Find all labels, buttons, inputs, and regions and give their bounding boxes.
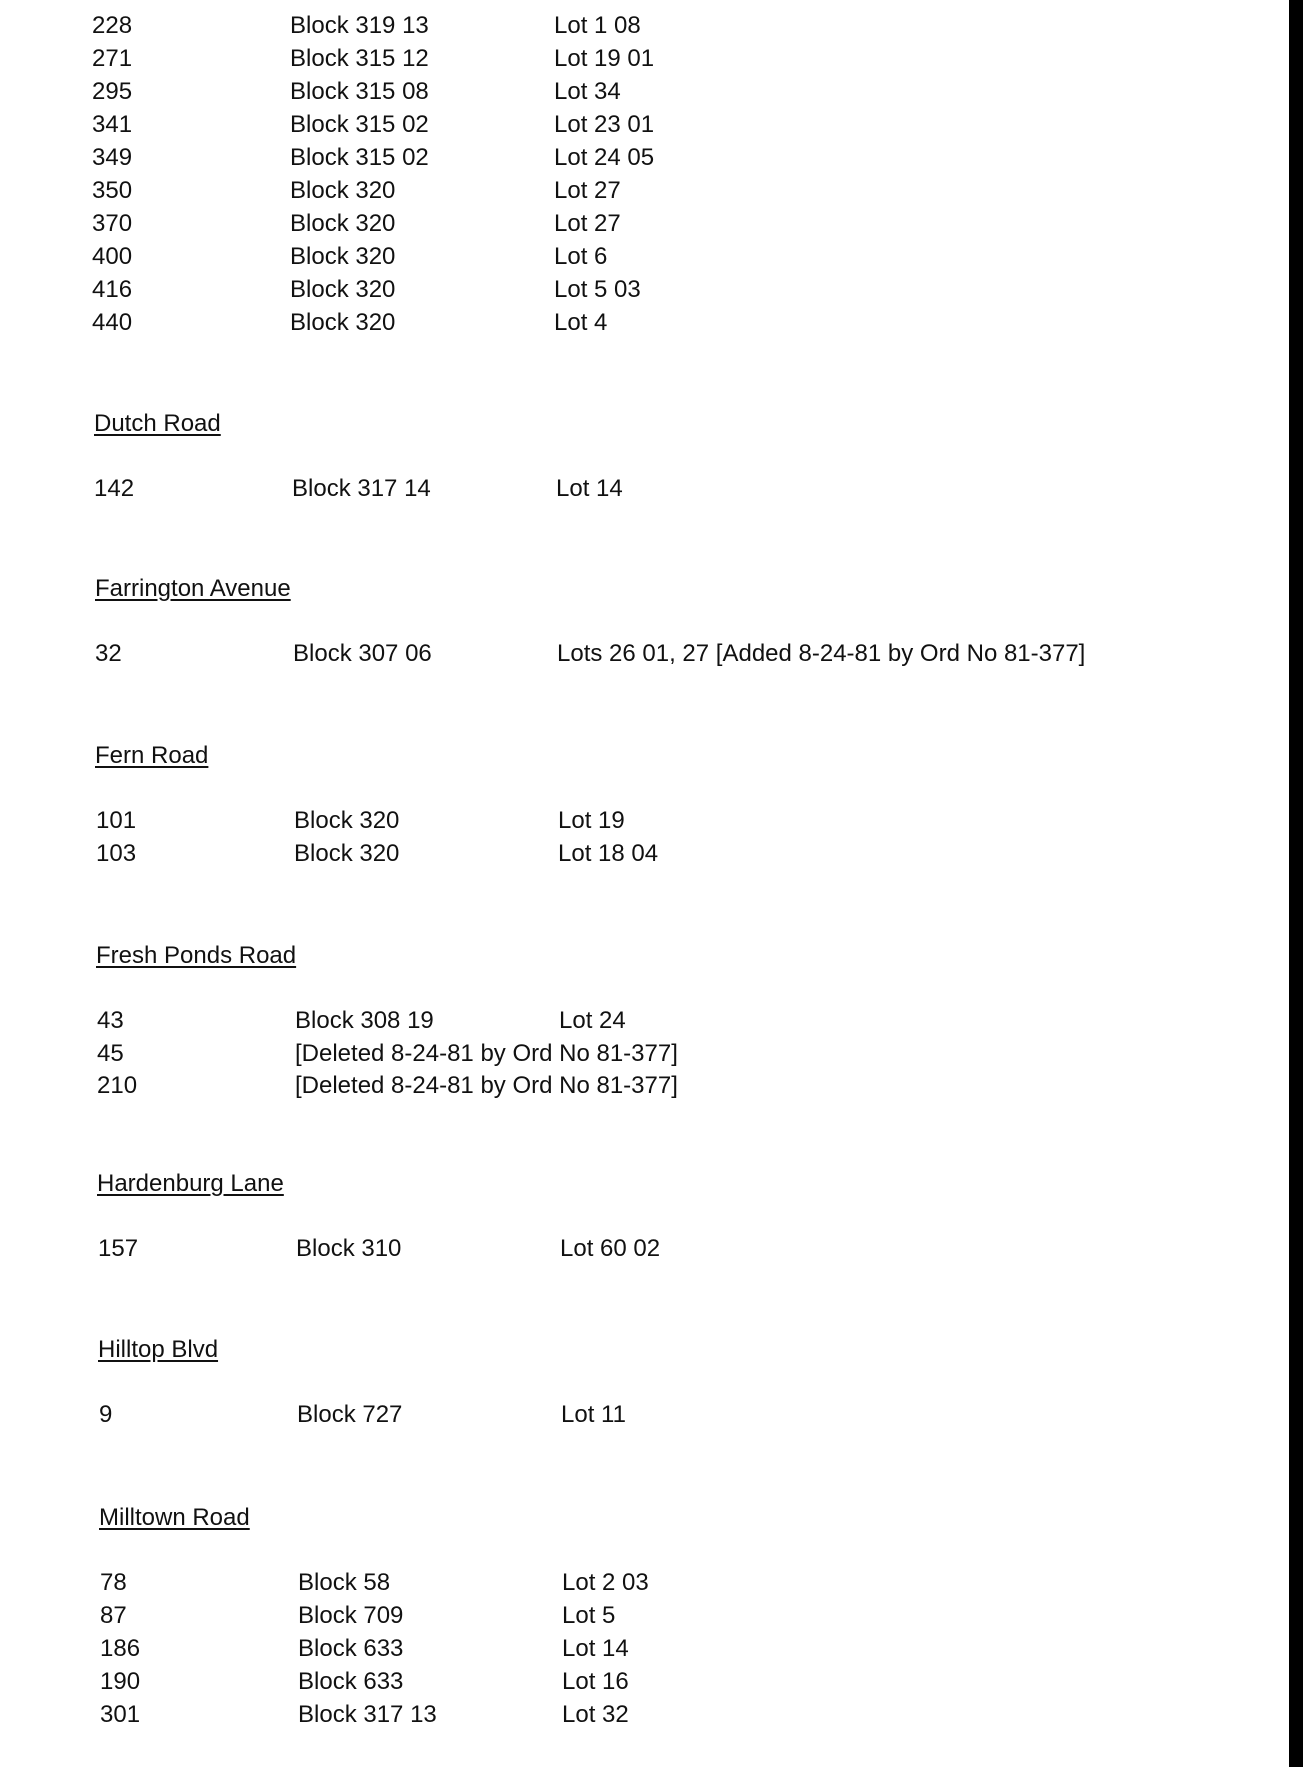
house-number: 43 xyxy=(97,1007,124,1034)
house-number: 186 xyxy=(100,1635,141,1662)
block-value: Block 319 13 xyxy=(290,12,429,39)
block-value: Block 320 xyxy=(290,243,396,270)
lot-value: Lot 19 01 xyxy=(554,45,655,72)
block-value: Block 315 08 xyxy=(290,78,429,105)
lot-value: Lot 24 05 xyxy=(554,144,655,171)
house-number: 295 xyxy=(92,78,133,105)
block-value: Block 709 xyxy=(298,1602,404,1629)
block-value: Block 633 xyxy=(298,1635,404,1662)
block-value: Block 633 xyxy=(298,1668,404,1695)
lot-value: Lot 16 xyxy=(562,1668,629,1695)
lot-value: Lot 27 xyxy=(554,177,621,204)
house-number: 190 xyxy=(100,1668,141,1695)
street-heading: Milltown Road xyxy=(99,1504,250,1531)
house-number: 142 xyxy=(94,475,135,502)
block-value: Block 320 xyxy=(290,210,396,237)
house-number: 301 xyxy=(100,1701,141,1728)
lot-value: Lot 14 xyxy=(556,475,623,502)
block-value: Block 307 06 xyxy=(293,640,432,667)
block-value: Block 315 02 xyxy=(290,111,429,138)
deletion-note: [Deleted 8-24-81 by Ord No 81-377] xyxy=(295,1040,678,1067)
lot-value: Lot 60 02 xyxy=(560,1235,661,1262)
block-value: Block 317 13 xyxy=(298,1701,437,1728)
house-number: 349 xyxy=(92,144,133,171)
house-number: 400 xyxy=(92,243,133,270)
block-value: Block 320 xyxy=(294,840,400,867)
lot-value: Lots 26 01, 27 [Added 8-24-81 by Ord No 81-377] xyxy=(557,640,1086,667)
house-number: 440 xyxy=(92,309,133,336)
house-number: 228 xyxy=(92,12,133,39)
street-heading: Hilltop Blvd xyxy=(98,1336,219,1363)
lot-value: Lot 11 xyxy=(561,1401,626,1428)
lot-value: Lot 1 08 xyxy=(554,12,641,39)
lot-value: Lot 34 xyxy=(554,78,621,105)
lot-value: Lot 27 xyxy=(554,210,621,237)
house-number: 271 xyxy=(92,45,133,72)
lot-value: Lot 23 01 xyxy=(554,111,655,138)
house-number: 157 xyxy=(98,1235,139,1262)
lot-value: Lot 24 xyxy=(559,1007,626,1034)
lot-value: Lot 32 xyxy=(562,1701,629,1728)
lot-value: Lot 19 xyxy=(558,807,625,834)
block-value: Block 320 xyxy=(290,177,396,204)
house-number: 210 xyxy=(97,1072,138,1099)
lot-value: Lot 4 xyxy=(554,309,608,336)
house-number: 341 xyxy=(92,111,133,138)
scan-edge-border xyxy=(1289,0,1303,1767)
house-number: 101 xyxy=(96,807,137,834)
house-number: 350 xyxy=(92,177,133,204)
block-value: Block 58 xyxy=(298,1569,391,1596)
block-value: Block 317 14 xyxy=(292,475,431,502)
lot-value: Lot 5 03 xyxy=(554,276,641,303)
street-heading: Fern Road xyxy=(95,742,209,769)
house-number: 32 xyxy=(95,640,122,667)
street-heading: Hardenburg Lane xyxy=(97,1170,284,1197)
street-heading: Farrington Avenue xyxy=(95,575,291,602)
block-value: Block 320 xyxy=(290,309,396,336)
house-number: 370 xyxy=(92,210,133,237)
house-number: 9 xyxy=(99,1401,113,1428)
house-number: 416 xyxy=(92,276,133,303)
lot-value: Lot 14 xyxy=(562,1635,629,1662)
block-value: Block 315 12 xyxy=(290,45,429,72)
block-value: Block 727 xyxy=(297,1401,403,1428)
house-number: 87 xyxy=(100,1602,127,1629)
street-heading: Dutch Road xyxy=(94,410,221,437)
deletion-note: [Deleted 8-24-81 by Ord No 81-377] xyxy=(295,1072,678,1099)
lot-value: Lot 5 xyxy=(562,1602,616,1629)
block-value: Block 315 02 xyxy=(290,144,429,171)
street-heading: Fresh Ponds Road xyxy=(96,942,297,969)
block-value: Block 320 xyxy=(290,276,396,303)
house-number: 78 xyxy=(100,1569,127,1596)
lot-value: Lot 2 03 xyxy=(562,1569,649,1596)
lot-value: Lot 18 04 xyxy=(558,840,659,867)
lot-value: Lot 6 xyxy=(554,243,608,270)
house-number: 45 xyxy=(97,1040,124,1067)
house-number: 103 xyxy=(96,840,137,867)
block-value: Block 308 19 xyxy=(295,1007,434,1034)
block-value: Block 310 xyxy=(296,1235,402,1262)
block-value: Block 320 xyxy=(294,807,400,834)
